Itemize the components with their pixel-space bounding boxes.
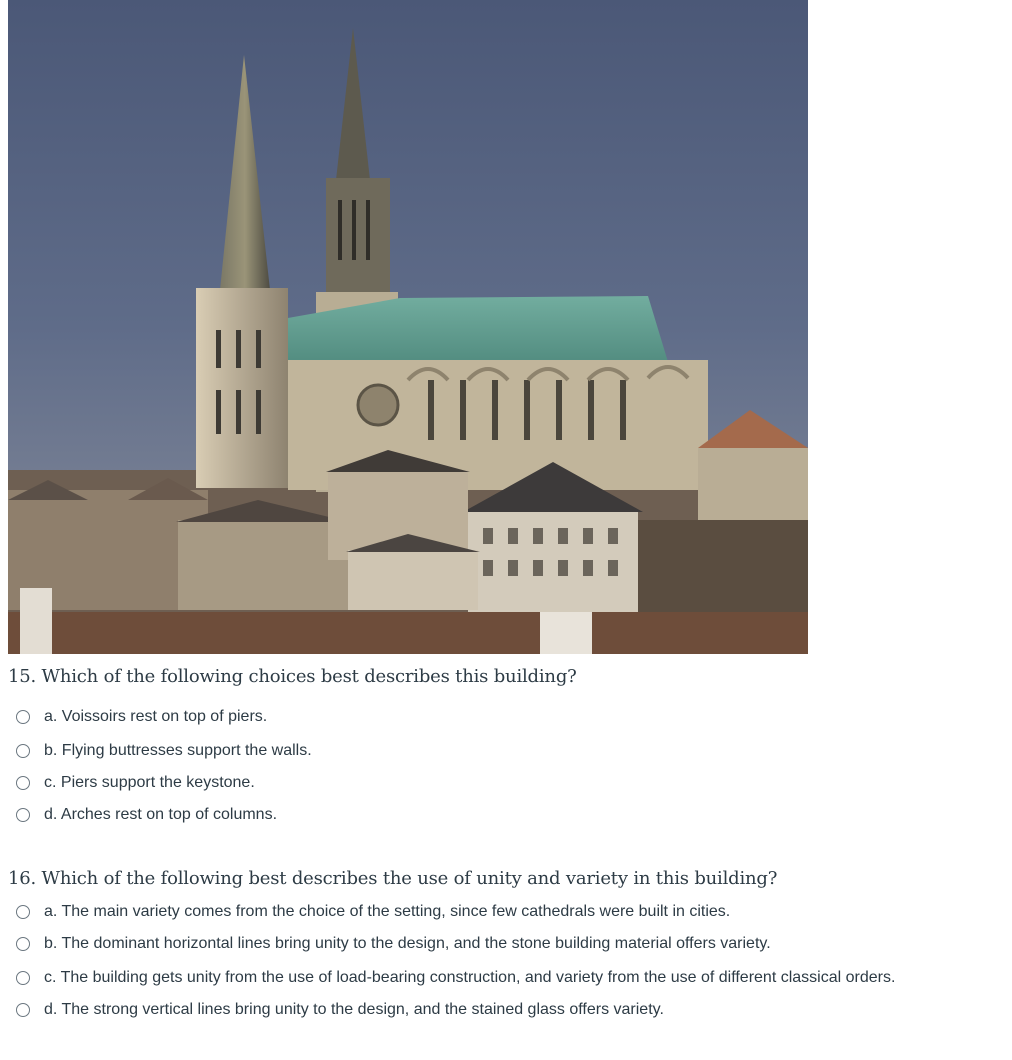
foreground-roof <box>8 612 808 654</box>
question-15-option-d[interactable] <box>16 804 277 826</box>
question-16-option-b[interactable] <box>16 933 771 955</box>
cathedral-photo <box>8 0 808 654</box>
option-label: d. The strong vertical lines bring unity to the design, and the stained glass offers variety. <box>44 1001 664 1018</box>
option-label: b. Flying buttresses support the walls. <box>44 742 312 759</box>
option-label: d. Arches rest on top of columns. <box>44 806 278 823</box>
right-tower-upper <box>326 178 390 298</box>
question-15-option-c[interactable] <box>16 772 255 794</box>
option-label: c. Piers support the keystone. <box>44 774 255 791</box>
question-15-option-a[interactable] <box>16 706 267 728</box>
radio-button[interactable] <box>16 937 30 951</box>
radio-button[interactable] <box>16 971 30 985</box>
question-16-text: 16. Which of the following best describes the use of unity and variety in this building? <box>8 868 778 889</box>
question-16-option-a[interactable] <box>16 901 730 923</box>
question-16-option-d[interactable] <box>16 999 664 1021</box>
question-15-text: 15. Which of the following choices best describes this building? <box>8 666 577 687</box>
option-label: b. The dominant horizontal lines bring unity to the design, and the stone building material offers variety. <box>44 935 771 952</box>
radio-button[interactable] <box>16 905 30 919</box>
option-label: a. Voissoirs rest on top of piers. <box>44 708 268 725</box>
option-label: c. The building gets unity from the use of load-bearing construction, and variety from the use of different classical orders. <box>44 969 896 986</box>
question-15-option-b[interactable] <box>16 740 312 762</box>
left-tower <box>196 288 288 488</box>
radio-button[interactable] <box>16 776 30 790</box>
question-16-option-c[interactable] <box>16 967 895 989</box>
option-label: a. The main variety comes from the choice of the setting, since few cathedrals were built in cities. <box>44 903 731 920</box>
radio-button[interactable] <box>16 808 30 822</box>
radio-button[interactable] <box>16 1003 30 1017</box>
radio-button[interactable] <box>16 744 30 758</box>
radio-button[interactable] <box>16 710 30 724</box>
rose-window <box>358 385 398 425</box>
